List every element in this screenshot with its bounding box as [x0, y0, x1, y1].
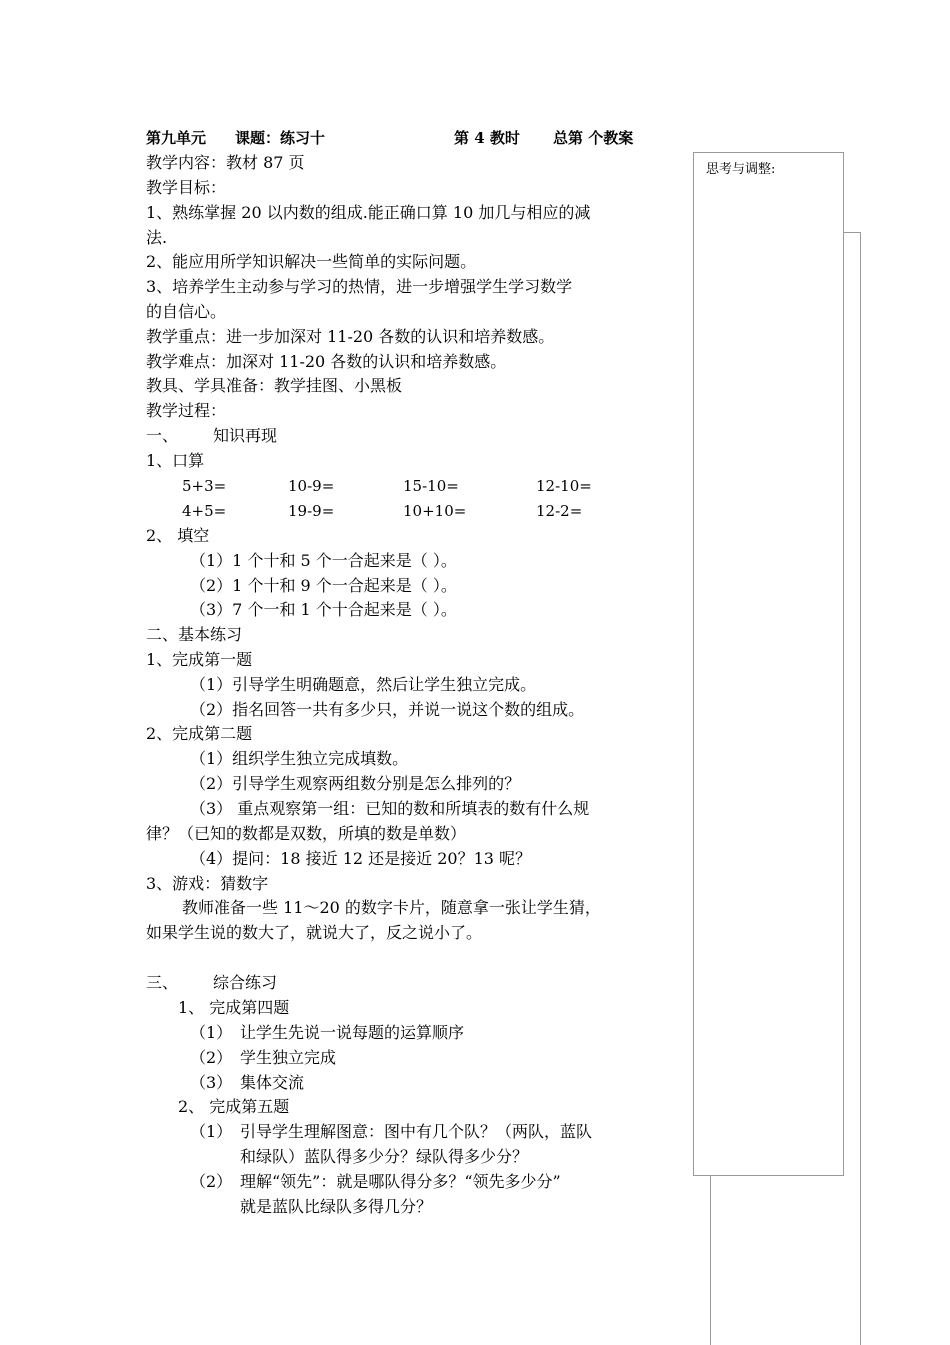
comp-2-item-2-num: （2）	[190, 1172, 233, 1191]
comp-1-item-2: 学生独立完成	[240, 1048, 337, 1067]
difficulty-line: 教学难点：加深对 11-20 各数的认识和培养数感。	[146, 352, 507, 371]
basic-2-heading: 2、完成第二题	[146, 724, 253, 743]
fill-item-2: （2）1 个十和 9 个一合起来是（ ）。	[190, 576, 457, 595]
basic-2-item-2: （2）引导学生观察两组数分别是怎么排列的？	[190, 774, 521, 793]
total-label: 总第 个教案	[553, 129, 634, 147]
basic-2-item-3a: （3） 重点观察第一组：已知的数和所填表的数有什么规	[190, 799, 590, 818]
comp-1-item-1: 让学生先说一说每题的运算顺序	[240, 1023, 465, 1042]
fill-item-1: （1）1 个十和 5 个一合起来是（ ）。	[190, 551, 457, 570]
basic-2-item-3b: 律？（已知的数都是双数，所填的数是单数）	[146, 824, 467, 843]
adjustment-label: 思考与调整:	[706, 162, 776, 177]
key-point-line: 教学重点：进一步加深对 11-20 各数的认识和培养数感。	[146, 327, 555, 346]
oral-heading: 1、口算	[146, 451, 205, 470]
comp-1-item-2-num: （2）	[190, 1048, 233, 1067]
oral-cell: 10-9=	[288, 477, 335, 495]
goal-1-line-a: 1、熟练掌握 20 以内数的组成.能正确口算 10 加几与相应的减	[146, 203, 591, 222]
oral-cell: 5+3=	[182, 477, 227, 495]
comp-1-item-1-num: （1）	[190, 1023, 233, 1042]
oral-cell: 4+5=	[182, 502, 227, 520]
comp-1-item-3-num: （3）	[190, 1073, 233, 1092]
tools-line: 教具、学具准备：教学挂图、小黑板	[146, 376, 403, 395]
section-3-number: 三、	[146, 973, 179, 992]
oral-cell: 15-10=	[403, 477, 459, 495]
section-1-number: 一、	[146, 426, 179, 445]
comp-2-item-1-num: （1）	[190, 1122, 233, 1141]
fill-heading: 2、 填空	[146, 526, 210, 545]
unit-label: 第九单元	[146, 129, 207, 147]
adjustment-box	[693, 152, 844, 1176]
basic-1-item-1: （1）引导学生明确题意，然后让学生独立完成。	[190, 675, 537, 694]
goal-1-line-b: 法.	[146, 228, 168, 247]
game-desc-b: 如果学生说的数大了，就说大了，反之说小了。	[146, 923, 483, 942]
comp-1-item-3: 集体交流	[240, 1073, 305, 1092]
goal-3-line-b: 的自信心。	[146, 302, 227, 321]
comp-2-item-2b: 就是蓝队比绿队多得几分？	[240, 1197, 433, 1216]
content-line: 教学内容：教材 87 页	[146, 153, 305, 172]
oral-cell: 10+10=	[403, 502, 467, 520]
goal-2-line: 2、能应用所学知识解决一些简单的实际问题。	[146, 252, 477, 271]
oral-cell: 19-9=	[288, 502, 335, 520]
basic-2-item-1: （1）组织学生独立完成填数。	[190, 749, 409, 768]
comp-1-heading: 1、 完成第四题	[178, 998, 290, 1017]
comp-2-item-1b: 和绿队）蓝队得多少分？绿队得多少分？	[240, 1147, 529, 1166]
section-2-heading: 二、基本练习	[146, 625, 243, 644]
basic-1-item-2: （2）指名回答一共有多少只，并说一说这个数的组成。	[190, 700, 585, 719]
oral-cell: 12-10=	[536, 477, 592, 495]
comp-2-item-1a: 引导学生理解图意：图中有几个队？（两队，蓝队	[240, 1122, 593, 1141]
period-label: 第 4 教时	[454, 129, 520, 147]
goals-heading: 教学目标：	[146, 178, 227, 197]
basic-1-heading: 1、完成第一题	[146, 650, 253, 669]
game-heading: 3、游戏：猜数字	[146, 874, 269, 893]
comp-2-item-2a: 理解“领先”：就是哪队得分多？“领先多少分”	[240, 1172, 561, 1191]
basic-2-item-4: （4）提问：18 接近 12 还是接近 20？13 呢？	[190, 849, 532, 868]
section-3-title: 综合练习	[213, 973, 278, 992]
oral-cell: 12-2=	[536, 502, 583, 520]
section-1-title: 知识再现	[213, 426, 278, 445]
game-desc-a: 教师准备一些 11～20 的数字卡片，随意拿一张让学生猜，	[182, 898, 601, 917]
fill-item-3: （3）7 个一和 1 个十合起来是（ ）。	[190, 600, 457, 619]
goal-3-line-a: 3、培养学生主动参与学习的热情，进一步增强学生学习数学	[146, 277, 573, 296]
process-heading: 教学过程：	[146, 401, 227, 420]
comp-2-heading: 2、 完成第五题	[178, 1097, 290, 1116]
topic-label: 课题：练习十	[235, 129, 326, 147]
